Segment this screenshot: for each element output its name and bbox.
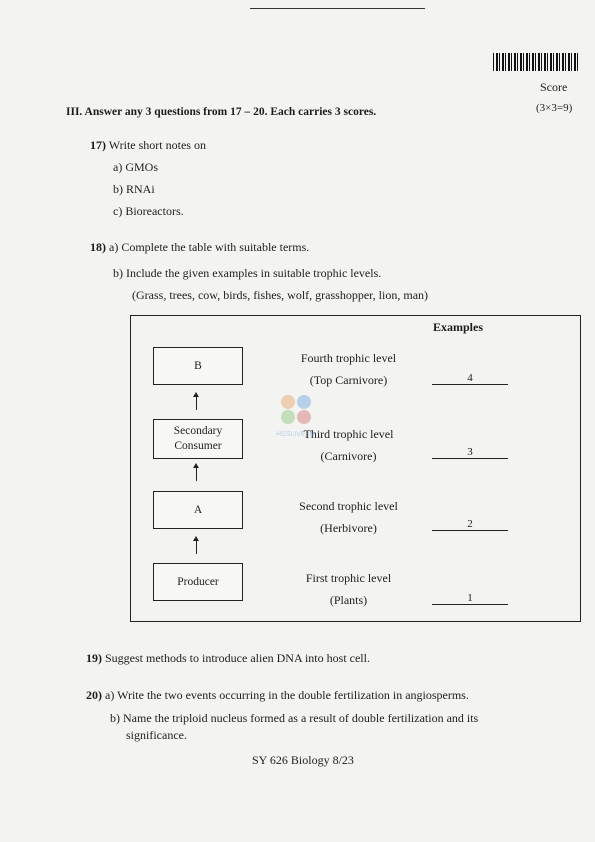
examples-header: Examples — [433, 320, 484, 334]
question-number: 20) — [86, 688, 102, 702]
watermark-logo — [276, 390, 316, 440]
score-calc: (3×3=9) — [536, 102, 573, 114]
question-18 — [90, 240, 309, 255]
trophic-box-secondary-consumer: Secondary Consumer — [153, 419, 243, 459]
q20-part-b-cont: significance. — [126, 728, 187, 742]
top-rule — [250, 8, 425, 9]
question-20 — [86, 688, 469, 703]
arrow-up-icon — [196, 538, 197, 554]
level-name: Fourth trophic level — [300, 351, 397, 365]
q18-part-b: b) Include the given examples in suitable trophic levels. — [113, 266, 382, 280]
trophic-box-producer: Producer — [153, 563, 243, 601]
question-text: Suggest methods to introduce alien DNA into host cell. — [105, 651, 370, 665]
question-19 — [86, 651, 370, 666]
arrow-up-icon — [196, 394, 197, 410]
level-name: First trophic level — [305, 571, 392, 585]
q18-examples-list: (Grass, trees, cow, birds, fishes, wolf, grasshopper, lion, man) — [132, 288, 429, 302]
question-part-a: a) Complete the table with suitable terms. — [109, 240, 310, 254]
level-name: Third trophic level — [303, 427, 394, 441]
q17-part-b: b) RNAi — [113, 182, 155, 196]
watermark-text: HSSLIVE.IN — [276, 431, 315, 438]
arrow-up-icon — [196, 465, 197, 481]
trophic-box-a: A — [153, 491, 243, 529]
question-part-a: a) Write the two events occurring in the double fertilization in angiosperms. — [105, 688, 469, 702]
question-number: 17) — [90, 138, 106, 152]
score-label: Score — [540, 80, 568, 94]
question-17 — [90, 138, 206, 153]
trophic-level-4 — [276, 347, 421, 391]
level-type: (Plants) — [329, 593, 368, 607]
example-blank-4: 4 — [432, 372, 508, 385]
page-footer: SY 626 Biology 8/23 — [252, 753, 354, 767]
question-text: Write short notes on — [108, 138, 206, 152]
q20-part-b: b) Name the triploid nucleus formed as a result of double fertilization and its — [110, 711, 479, 725]
level-type: (Top Carnivore) — [309, 373, 388, 387]
trophic-level-1 — [276, 567, 421, 611]
example-blank-3: 3 — [432, 446, 508, 459]
section-title: III. Answer any 3 questions from 17 – 20. Each carries 3 scores. — [66, 106, 377, 118]
level-type: (Herbivore) — [320, 521, 377, 535]
barcode — [493, 53, 578, 71]
trophic-box-b: B — [153, 347, 243, 385]
q17-part-a: a) GMOs — [113, 160, 158, 174]
level-type: (Carnivore) — [320, 449, 377, 463]
level-name: Second trophic level — [299, 499, 398, 513]
trophic-level-2 — [276, 495, 421, 539]
example-blank-2: 2 — [432, 518, 508, 531]
example-blank-1: 1 — [432, 592, 508, 605]
question-number: 18) — [90, 240, 106, 254]
q17-part-c: c) Bioreactors. — [113, 204, 184, 218]
question-number: 19) — [86, 651, 102, 665]
